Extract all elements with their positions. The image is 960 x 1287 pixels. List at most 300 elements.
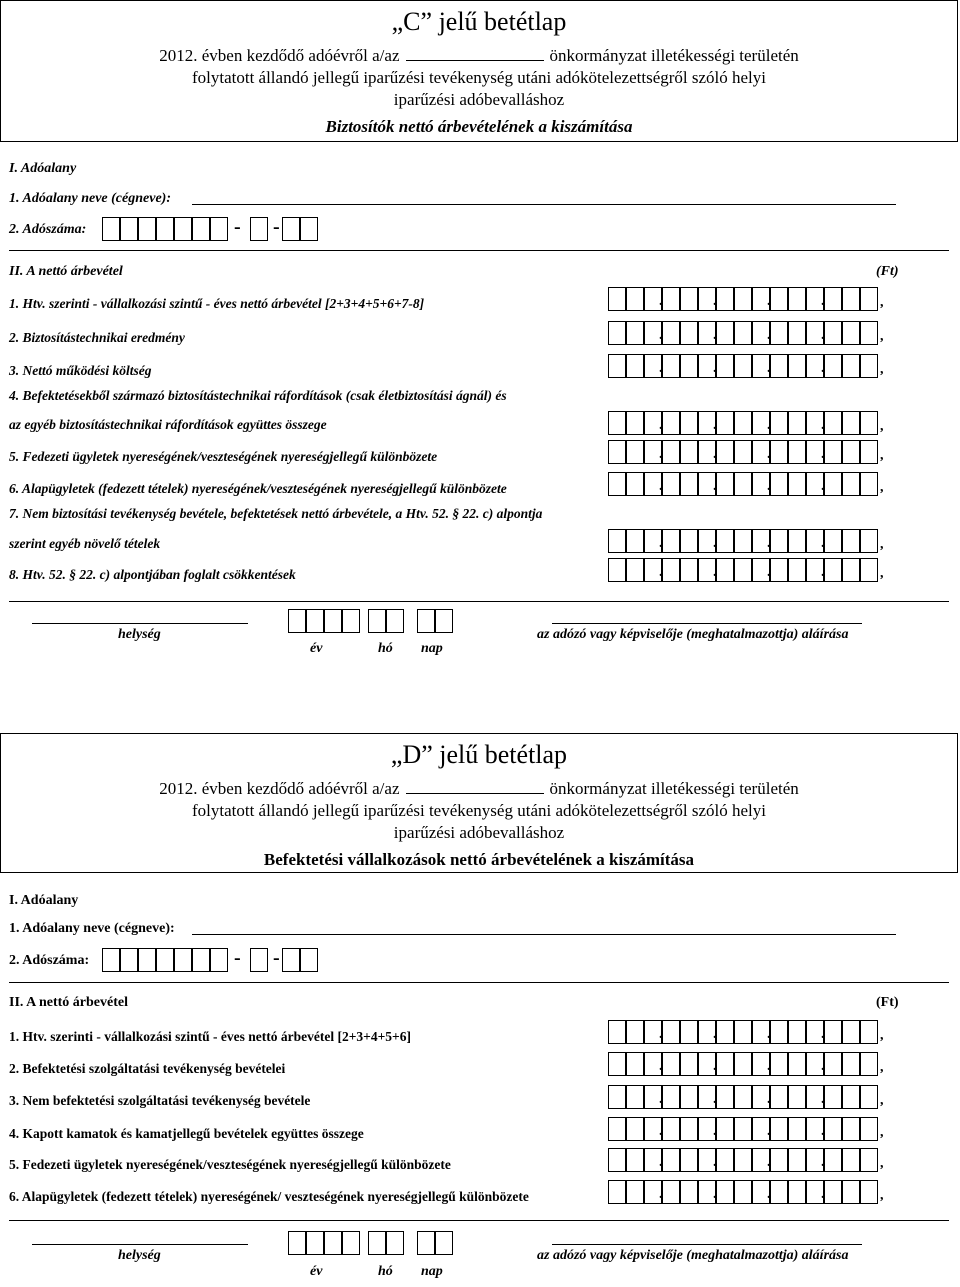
d-divider [9,982,949,983]
amount-digit-box[interactable] [824,558,842,582]
amount-digit-box[interactable] [662,472,680,496]
tax-digit-box[interactable] [210,217,228,241]
amount-digit-box[interactable] [824,1148,842,1172]
amount-digit-box[interactable] [608,1020,626,1044]
amount-digit-box[interactable] [680,1020,698,1044]
thousands-separator: . [767,1027,771,1042]
d-title: „D” jelű betétlap [390,740,568,769]
amount-digit-box[interactable] [734,472,752,496]
c-header-panel [0,0,958,142]
amount-digit-box[interactable] [824,287,842,311]
amount-digit-box[interactable] [608,321,626,345]
tax-digit-box[interactable] [156,217,174,241]
thousands-separator: . [821,536,825,551]
thousands-separator: . [659,1092,663,1107]
amount-digit-box[interactable] [608,354,626,378]
c-row-6: 6. Alapügyletek (fedezett tételek) nyereségének/veszteségének nyereségjellegű különbözete [9,481,507,496]
amount-digit-box[interactable] [716,287,734,311]
amount-digit-box[interactable] [842,472,860,496]
amount-digit-box[interactable] [716,529,734,553]
d-place-label: helység [118,1248,161,1263]
amount-digit-box[interactable] [770,1148,788,1172]
amount-digit-box[interactable] [860,1117,878,1141]
thousands-separator: . [767,479,771,494]
thousands-separator: . [821,1187,825,1202]
amount-digit-box[interactable] [788,529,806,553]
amount-digit-box[interactable] [860,411,878,435]
amount-digit-box[interactable] [788,321,806,345]
amount-digit-box[interactable] [770,529,788,553]
amount-digit-box[interactable] [680,1180,698,1204]
amount-digit-box[interactable] [824,321,842,345]
c-place-label: helység [118,627,161,642]
c-title: „C” jelű betétlap [391,7,567,36]
amount-digit-box[interactable] [770,321,788,345]
d-header-line1: 2012. évben kezdődő adóévről a/az önkormányzat illetékességi területén [159,779,799,798]
tax-digit-box[interactable] [250,217,268,241]
amount-digit-box[interactable] [662,354,680,378]
amount-terminator: , [880,1028,884,1043]
amount-digit-box[interactable] [716,1020,734,1044]
date-digit-box[interactable] [306,609,324,633]
c-month-label: hó [378,641,393,656]
amount-digit-box[interactable] [626,1148,644,1172]
d-signature-field[interactable] [552,1244,862,1245]
tax-separator: - [234,216,241,238]
thousands-separator: . [659,565,663,580]
c-signature-field[interactable] [552,623,862,624]
amount-digit-box[interactable] [662,1020,680,1044]
amount-digit-box[interactable] [734,529,752,553]
thousands-separator: . [821,294,825,309]
amount-digit-box[interactable] [770,1020,788,1044]
tax-digit-box[interactable] [120,948,138,972]
c-row-2: 2. Biztosítástechnikai eredmény [9,330,185,345]
amount-digit-box[interactable] [626,440,644,464]
thousands-separator: . [713,294,717,309]
amount-digit-box[interactable] [842,1180,860,1204]
amount-digit-box[interactable] [680,1117,698,1141]
date-digit-box[interactable] [288,609,306,633]
thousands-separator: . [659,447,663,462]
amount-digit-box[interactable] [824,1117,842,1141]
amount-digit-box[interactable] [824,411,842,435]
amount-digit-box[interactable] [842,529,860,553]
amount-digit-box[interactable] [788,1020,806,1044]
amount-digit-box[interactable] [824,1180,842,1204]
amount-digit-box[interactable] [716,472,734,496]
thousands-separator: . [821,361,825,376]
amount-digit-box[interactable] [842,440,860,464]
amount-digit-box[interactable] [662,321,680,345]
amount-digit-box[interactable] [788,440,806,464]
tax-digit-box[interactable] [282,948,300,972]
amount-digit-box[interactable] [788,1148,806,1172]
d-subtitle: Befektetési vállalkozások nettó árbevételének a kiszámítása [263,850,695,869]
amount-digit-box[interactable] [842,354,860,378]
amount-digit-box[interactable] [734,1148,752,1172]
thousands-separator: . [821,1124,825,1139]
date-digit-box[interactable] [324,1231,342,1255]
thousands-separator: . [821,1027,825,1042]
amount-digit-box[interactable] [716,1148,734,1172]
d-day-label: nap [421,1264,443,1279]
thousands-separator: . [767,536,771,551]
amount-digit-box[interactable] [734,1180,752,1204]
c-year-label: év [310,641,323,656]
tax-digit-box[interactable] [138,948,156,972]
amount-digit-box[interactable] [662,558,680,582]
amount-digit-box[interactable] [788,1117,806,1141]
amount-digit-box[interactable] [680,1052,698,1076]
amount-digit-box[interactable] [734,321,752,345]
amount-digit-box[interactable] [716,1085,734,1109]
amount-digit-box[interactable] [662,287,680,311]
thousands-separator: . [713,1092,717,1107]
amount-digit-box[interactable] [788,354,806,378]
amount-digit-box[interactable] [824,354,842,378]
amount-digit-box[interactable] [842,1117,860,1141]
amount-terminator: , [880,419,884,434]
amount-digit-box[interactable] [788,287,806,311]
thousands-separator: . [821,1155,825,1170]
amount-digit-box[interactable] [680,287,698,311]
amount-terminator: , [880,537,884,552]
thousands-separator: . [713,1187,717,1202]
amount-digit-box[interactable] [770,354,788,378]
tax-digit-box[interactable] [300,948,318,972]
date-digit-box[interactable] [342,1231,360,1255]
amount-digit-box[interactable] [680,411,698,435]
amount-digit-box[interactable] [662,1117,680,1141]
thousands-separator: . [767,447,771,462]
tax-digit-box[interactable] [210,948,228,972]
tax-digit-box[interactable] [282,217,300,241]
amount-digit-box[interactable] [824,1052,842,1076]
amount-terminator: , [880,295,884,310]
tax-digit-box[interactable] [192,217,210,241]
amount-digit-box[interactable] [824,472,842,496]
thousands-separator: . [821,565,825,580]
c-row-1: 1. Htv. szerinti - vállalkozási szintű - éves nettó árbevétel [2+3+4+5+6+7-8] [9,296,425,311]
thousands-separator: . [659,536,663,551]
amount-digit-box[interactable] [842,1020,860,1044]
c-row-7b: szerint egyéb növelő tételek [9,536,161,551]
amount-terminator: , [880,1060,884,1075]
d-row-4: 4. Kapott kamatok és kamatjellegű bevételek együttes összege [9,1126,364,1141]
amount-digit-box[interactable] [626,1052,644,1076]
amount-digit-box[interactable] [680,354,698,378]
c-row-3: 3. Nettó működési költség [9,363,152,378]
amount-digit-box[interactable] [734,1020,752,1044]
c-row-8: 8. Htv. 52. § 22. c) alpontjában foglalt csökkentések [9,567,296,582]
amount-digit-box[interactable] [860,1052,878,1076]
amount-digit-box[interactable] [842,411,860,435]
amount-digit-box[interactable] [860,1085,878,1109]
amount-digit-box[interactable] [716,440,734,464]
amount-digit-box[interactable] [770,287,788,311]
d-section-1: I. Adóalany [9,893,79,908]
amount-digit-box[interactable] [860,440,878,464]
amount-digit-box[interactable] [680,529,698,553]
d-divider-2 [9,1220,949,1221]
date-digit-box[interactable] [417,609,435,633]
thousands-separator: . [821,1059,825,1074]
d-row-3: 3. Nem befektetési szolgáltatási tevékenység bevétele [9,1093,311,1108]
amount-digit-box[interactable] [662,440,680,464]
thousands-separator: . [767,1059,771,1074]
thousands-separator: . [659,1187,663,1202]
amount-digit-box[interactable] [662,1148,680,1172]
thousands-separator: . [659,1124,663,1139]
d-year-label: év [310,1264,323,1279]
thousands-separator: . [713,1155,717,1170]
amount-digit-box[interactable] [626,472,644,496]
amount-digit-box[interactable] [626,321,644,345]
thousands-separator: . [767,294,771,309]
c-subtitle: Biztosítók nettó árbevételének a kiszámítása [325,117,633,136]
d-unit: (Ft) [876,995,899,1010]
c-row-5: 5. Fedezeti ügyletek nyereségének/veszteségének nyereségjellegű különbözete [9,449,438,464]
amount-digit-box[interactable] [680,472,698,496]
amount-terminator: , [880,362,884,377]
tax-digit-box[interactable] [102,948,120,972]
amount-digit-box[interactable] [860,354,878,378]
c-unit: (Ft) [876,264,899,279]
d-name-label: 1. Adóalany neve (cégneve): [9,921,175,936]
amount-digit-box[interactable] [716,1052,734,1076]
amount-digit-box[interactable] [626,1117,644,1141]
amount-digit-box[interactable] [824,1020,842,1044]
d-place-field[interactable] [32,1244,248,1245]
amount-digit-box[interactable] [734,1052,752,1076]
thousands-separator: . [713,328,717,343]
thousands-separator: . [767,1092,771,1107]
thousands-separator: . [821,418,825,433]
amount-digit-box[interactable] [734,354,752,378]
amount-digit-box[interactable] [734,440,752,464]
date-digit-box[interactable] [386,1231,404,1255]
amount-digit-box[interactable] [842,1052,860,1076]
tax-digit-box[interactable] [120,217,138,241]
d-name-field[interactable] [192,934,896,935]
thousands-separator: . [659,328,663,343]
amount-digit-box[interactable] [680,1148,698,1172]
d-header-panel [0,733,958,873]
amount-digit-box[interactable] [626,411,644,435]
amount-digit-box[interactable] [716,354,734,378]
amount-digit-box[interactable] [608,529,626,553]
amount-digit-box[interactable] [788,1085,806,1109]
tax-separator: - [273,947,280,969]
c-signature-label: az adózó vagy képviselője (meghatalmazottja) aláírása [537,627,849,642]
amount-digit-box[interactable] [788,411,806,435]
amount-terminator: , [880,448,884,463]
c-name-field[interactable] [192,204,896,205]
municipality-blank[interactable] [406,792,544,794]
amount-terminator: , [880,566,884,581]
tax-digit-box[interactable] [102,217,120,241]
amount-digit-box[interactable] [608,1117,626,1141]
thousands-separator: . [821,1092,825,1107]
amount-digit-box[interactable] [608,1052,626,1076]
amount-digit-box[interactable] [626,287,644,311]
amount-digit-box[interactable] [626,1180,644,1204]
amount-digit-box[interactable] [662,529,680,553]
thousands-separator: . [713,479,717,494]
amount-digit-box[interactable] [770,440,788,464]
amount-digit-box[interactable] [734,1085,752,1109]
thousands-separator: . [659,479,663,494]
thousands-separator: . [821,328,825,343]
date-digit-box[interactable] [324,609,342,633]
date-digit-box[interactable] [435,609,453,633]
amount-digit-box[interactable] [734,1117,752,1141]
c-day-label: nap [421,641,443,656]
c-name-label: 1. Adóalany neve (cégneve): [9,191,171,206]
amount-digit-box[interactable] [860,472,878,496]
amount-digit-box[interactable] [680,440,698,464]
d-row-5: 5. Fedezeti ügyletek nyereségének/veszteségének nyereségjellegű különbözete [9,1157,451,1172]
date-digit-box[interactable] [342,609,360,633]
amount-digit-box[interactable] [860,287,878,311]
amount-digit-box[interactable] [842,1148,860,1172]
amount-digit-box[interactable] [626,558,644,582]
amount-digit-box[interactable] [788,1180,806,1204]
tax-digit-box[interactable] [174,948,192,972]
amount-digit-box[interactable] [626,529,644,553]
amount-digit-box[interactable] [662,1052,680,1076]
amount-digit-box[interactable] [860,558,878,582]
amount-digit-box[interactable] [716,1117,734,1141]
d-row-1: 1. Htv. szerinti - vállalkozási szintű - éves nettó árbevétel [2+3+4+5+6] [9,1029,411,1044]
amount-digit-box[interactable] [788,1052,806,1076]
thousands-separator: . [713,361,717,376]
tax-digit-box[interactable] [156,948,174,972]
c-row-4b: az egyéb biztosítástechnikai ráfordítások együttes összege [9,417,327,432]
amount-digit-box[interactable] [626,1085,644,1109]
d-header-line3: iparűzési adóbevalláshoz [393,823,565,842]
amount-digit-box[interactable] [608,558,626,582]
amount-digit-box[interactable] [662,1085,680,1109]
thousands-separator: . [659,361,663,376]
amount-digit-box[interactable] [824,440,842,464]
thousands-separator: . [659,1155,663,1170]
tax-digit-box[interactable] [174,217,192,241]
c-section-1: I. Adóalany [9,161,77,176]
amount-digit-box[interactable] [608,1148,626,1172]
amount-digit-box[interactable] [626,354,644,378]
amount-digit-box[interactable] [662,1180,680,1204]
d-row-6: 6. Alapügyletek (fedezett tételek) nyereségének/ veszteségének nyereségjellegű különbözete [9,1189,529,1204]
amount-digit-box[interactable] [860,321,878,345]
amount-digit-box[interactable] [734,287,752,311]
thousands-separator: . [713,1059,717,1074]
amount-digit-box[interactable] [770,1052,788,1076]
thousands-separator: . [713,418,717,433]
amount-digit-box[interactable] [842,558,860,582]
municipality-blank[interactable] [406,59,544,61]
thousands-separator: . [713,536,717,551]
thousands-separator: . [821,479,825,494]
amount-digit-box[interactable] [860,529,878,553]
tax-separator: - [234,947,241,969]
c-tax-label: 2. Adószáma: [9,222,87,237]
date-digit-box[interactable] [417,1231,435,1255]
amount-digit-box[interactable] [716,558,734,582]
amount-digit-box[interactable] [770,558,788,582]
amount-digit-box[interactable] [716,1180,734,1204]
amount-digit-box[interactable] [680,1085,698,1109]
tax-digit-box[interactable] [300,217,318,241]
amount-digit-box[interactable] [770,1180,788,1204]
tax-digit-box[interactable] [138,217,156,241]
date-digit-box[interactable] [435,1231,453,1255]
amount-digit-box[interactable] [842,287,860,311]
date-digit-box[interactable] [386,609,404,633]
amount-digit-box[interactable] [788,472,806,496]
amount-digit-box[interactable] [608,287,626,311]
date-digit-box[interactable] [288,1231,306,1255]
amount-digit-box[interactable] [770,411,788,435]
amount-terminator: , [880,1125,884,1140]
thousands-separator: . [767,361,771,376]
c-section-2: II. A nettó árbevétel [9,264,123,279]
tax-digit-box[interactable] [192,948,210,972]
amount-terminator: , [880,1188,884,1203]
amount-digit-box[interactable] [680,558,698,582]
d-section-2: II. A nettó árbevétel [9,995,128,1010]
amount-digit-box[interactable] [608,472,626,496]
thousands-separator: . [821,447,825,462]
amount-digit-box[interactable] [824,529,842,553]
amount-digit-box[interactable] [680,321,698,345]
date-digit-box[interactable] [368,1231,386,1255]
thousands-separator: . [659,1059,663,1074]
amount-digit-box[interactable] [608,440,626,464]
amount-digit-box[interactable] [770,1085,788,1109]
amount-digit-box[interactable] [734,411,752,435]
amount-digit-box[interactable] [770,472,788,496]
amount-digit-box[interactable] [626,1020,644,1044]
amount-digit-box[interactable] [824,1085,842,1109]
amount-digit-box[interactable] [770,1117,788,1141]
date-digit-box[interactable] [368,609,386,633]
thousands-separator: . [767,328,771,343]
amount-digit-box[interactable] [716,411,734,435]
amount-digit-box[interactable] [788,558,806,582]
thousands-separator: . [767,1187,771,1202]
amount-digit-box[interactable] [608,1085,626,1109]
amount-digit-box[interactable] [662,411,680,435]
amount-digit-box[interactable] [734,558,752,582]
thousands-separator: . [713,565,717,580]
amount-digit-box[interactable] [608,411,626,435]
c-place-field[interactable] [32,623,248,624]
amount-digit-box[interactable] [860,1020,878,1044]
amount-terminator: , [880,1093,884,1108]
amount-digit-box[interactable] [608,1180,626,1204]
amount-digit-box[interactable] [842,1085,860,1109]
thousands-separator: . [659,294,663,309]
amount-digit-box[interactable] [716,321,734,345]
d-signature-label: az adózó vagy képviselője (meghatalmazottja) aláírása [537,1248,849,1263]
amount-digit-box[interactable] [860,1148,878,1172]
tax-digit-box[interactable] [250,948,268,972]
date-digit-box[interactable] [306,1231,324,1255]
amount-digit-box[interactable] [842,321,860,345]
amount-digit-box[interactable] [860,1180,878,1204]
